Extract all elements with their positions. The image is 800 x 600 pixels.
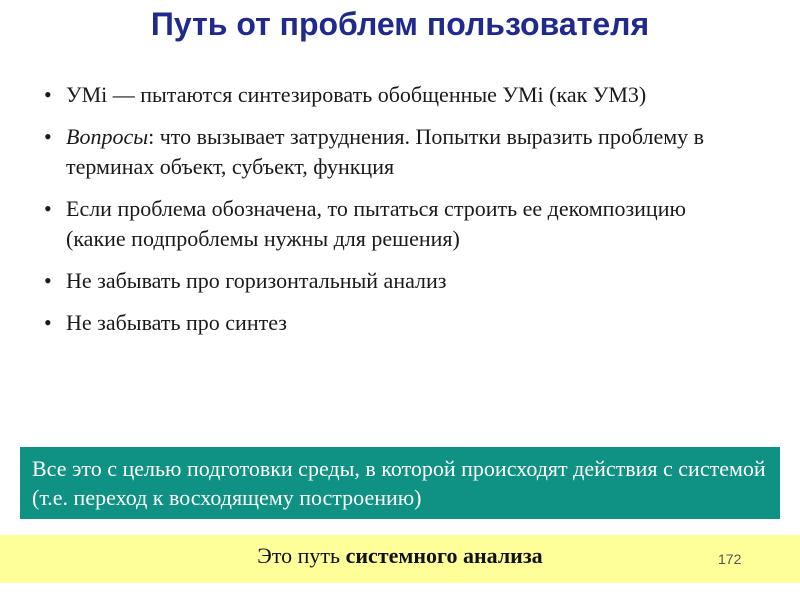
- footer-text: [0, 535, 800, 577]
- bullet-text: : что вызывает затруднения. Попытки выразить проблему в терминах объект, субъект, функция: [66, 124, 705, 179]
- callout-box: Все это с целью подготовки среды, в которой происходят действия с системой (т.е. переход к восходящему построению): [20, 447, 780, 519]
- bullet-item: [40, 308, 740, 338]
- bullet-dot: •: [44, 196, 52, 221]
- bullet-dot: •: [44, 310, 52, 335]
- footer-bold-text: системного анализа: [345, 543, 543, 568]
- footer-banner: [0, 535, 800, 583]
- bullet-item: [40, 266, 740, 296]
- bullet-list: [40, 80, 740, 350]
- footer-prefix: Это путь: [257, 543, 346, 568]
- slide-title: Путь от проблем пользователя: [150, 6, 650, 42]
- bullet-item: [40, 122, 740, 182]
- bullet-item: [40, 80, 740, 110]
- bullet-text: Если проблема обозначена, то пытаться строить ее декомпозицию (какие подпроблемы нужны для решения): [66, 196, 686, 251]
- bullet-dot: •: [44, 268, 52, 293]
- page-number: 172: [718, 551, 742, 567]
- bullet-item: [40, 194, 740, 254]
- bullet-dot: •: [44, 82, 52, 107]
- bullet-emphasis: Вопросы: [66, 124, 149, 149]
- bullet-dot: •: [44, 124, 52, 149]
- bullet-text: УМi — пытаются синтезировать обобщенные УМi (как УМ3): [66, 82, 647, 107]
- bullet-text: Не забывать про горизонтальный анализ: [66, 268, 447, 293]
- bullet-text: Не забывать про синтез: [66, 310, 287, 335]
